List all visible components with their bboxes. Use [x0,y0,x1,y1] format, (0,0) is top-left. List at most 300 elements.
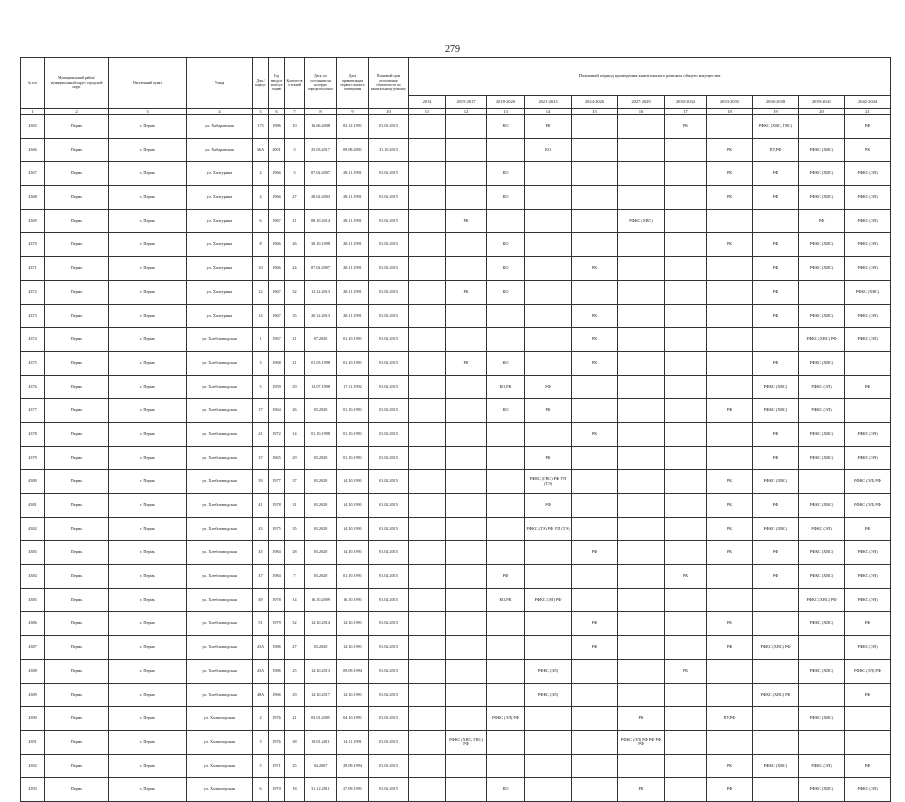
cell-plan-work [753,209,799,233]
cell-date-acceptance: 14.10.1991 [337,612,369,636]
cell-district: Пермь [45,707,109,731]
column-number: 4 [187,109,253,115]
cell-year-built: 1967 [269,328,285,352]
cell-plan-work: РК [525,446,572,470]
cell-date-survey: 16.06.2008 [305,115,337,139]
cell-num: 4385 [21,588,45,612]
cell-plan-work: РФКС (ЭЛ) [845,446,891,470]
cell-plan-work [409,588,446,612]
cell-plan-work [707,209,753,233]
cell-district: Пермь [45,517,109,541]
cell-plan-work: РФ [707,399,753,423]
cell-plan-work [446,754,487,778]
cell-plan-work [707,351,753,375]
cell-plan-work [618,659,665,683]
cell-plan-work: РФКС (ХВС) [753,399,799,423]
cell-plan-work [525,257,572,281]
cell-floors: 5 [285,162,305,186]
cell-plan-work: РФКС (ЭЛ) РФ [845,494,891,518]
cell-house: 12 [253,280,269,304]
cell-date-acceptance: 01.10.1991 [337,351,369,375]
column-number: 7 [285,109,305,115]
table-row [21,162,891,186]
cell-num: 4374 [21,328,45,352]
cell-street: ул. Хабаровская [187,115,253,139]
cell-plan-work [618,115,665,139]
cell-year-built: 1965 [269,446,285,470]
cell-house: 36А [253,138,269,162]
cell-year-built: 1976 [269,730,285,754]
cell-plan-work [707,730,753,754]
header-year: 2033-2035 [707,96,753,109]
cell-plan-work [845,730,891,754]
cell-plan-work [409,351,446,375]
cell-plan-work: РФКС (ТЭ) РФ УП (ТЭ) [525,517,572,541]
cell-plan-work [572,209,618,233]
header-year: 2039-2041 [799,96,845,109]
cell-plan-work [446,422,487,446]
cell-house: 51 [253,612,269,636]
cell-district: Пермь [45,730,109,754]
cell-plan-work [487,209,525,233]
cell-date-obligation: 01.02.2015 [369,565,409,589]
cell-district: Пермь [45,186,109,210]
cell-house: 17 [253,399,269,423]
cell-date-obligation: 01.02.2015 [369,115,409,139]
cell-house: 8 [253,233,269,257]
cell-year-built: 1984 [269,541,285,565]
cell-floors: 32 [285,612,305,636]
cell-plan-work [665,494,707,518]
cell-house: 48А [253,683,269,707]
cell-year-built: 1979 [269,612,285,636]
capital-repair-register-table [20,57,891,802]
header-date-obligation: Плановый срок исполнения обязательств по капитальному ремонту [369,58,409,109]
cell-locality: г. Пермь [109,375,187,399]
column-number: 16 [618,109,665,115]
cell-plan-work [707,588,753,612]
cell-num: 4372 [21,280,45,304]
cell-date-obligation: 01.02.2015 [369,517,409,541]
cell-plan-work [618,470,665,494]
cell-plan-work: РФКС (ХВС) [618,209,665,233]
cell-date-obligation: 01.02.2015 [369,612,409,636]
cell-plan-work [799,470,845,494]
cell-plan-work [665,707,707,731]
cell-district: Пермь [45,470,109,494]
cell-plan-work: РФКС (ГВС) РФ УП (ТЭ) [525,470,572,494]
column-number: 8 [305,109,337,115]
cell-date-survey: 03.2020 [305,636,337,660]
cell-plan-work: РФКС (ХВС) [753,375,799,399]
cell-plan-work [665,422,707,446]
cell-plan-work: РФКС (ЭЛ) [845,257,891,281]
cell-date-survey: 03.2020 [305,399,337,423]
cell-house: 14 [253,304,269,328]
cell-plan-work: РФ [753,541,799,565]
cell-plan-work: РФКС (ХВС) [753,754,799,778]
cell-plan-work [618,351,665,375]
cell-plan-work [572,494,618,518]
cell-plan-work [525,541,572,565]
column-number: 1 [21,109,45,115]
cell-date-obligation: 01.02.2015 [369,422,409,446]
cell-date-obligation: 01.02.2015 [369,304,409,328]
cell-plan-work [446,446,487,470]
cell-num: 4366 [21,138,45,162]
cell-plan-work [525,304,572,328]
cell-floors: 35 [285,517,305,541]
cell-locality: г. Пермь [109,588,187,612]
cell-plan-work: КО [487,233,525,257]
cell-plan-work: РФКС (ХВС) [799,659,845,683]
cell-locality: г. Пермь [109,304,187,328]
cell-plan-work: РФ [753,257,799,281]
cell-num: 4387 [21,636,45,660]
table-row [21,707,891,731]
cell-year-built: 1986 [269,659,285,683]
cell-date-obligation: 01.02.2015 [369,257,409,281]
cell-year-built: 1967 [269,304,285,328]
header-year: 2042-2044 [845,96,891,109]
cell-house: 4 [253,186,269,210]
cell-plan-work: КО [487,115,525,139]
cell-plan-work: РФКС (ЭЛ) [845,636,891,660]
cell-plan-work [707,659,753,683]
cell-plan-work: РФКС (ХВС) [799,778,845,802]
cell-floors: 5 [285,138,305,162]
cell-district: Пермь [45,328,109,352]
cell-plan-work [799,730,845,754]
cell-plan-work: РК [707,494,753,518]
cell-plan-work [618,328,665,352]
cell-plan-work [665,730,707,754]
table-row [21,257,891,281]
cell-year-built: 1964 [269,399,285,423]
cell-date-acceptance: 01.10.1991 [337,328,369,352]
cell-plan-work: РК [707,470,753,494]
cell-plan-work [446,399,487,423]
cell-plan-work [446,186,487,210]
cell-plan-work: РФКС (ХВС) [799,494,845,518]
cell-plan-work [665,636,707,660]
cell-plan-work [572,588,618,612]
cell-street: ул. Хлебозаводская [187,517,253,541]
cell-plan-work: РК [707,612,753,636]
cell-plan-work: РФКС (ЭЛ) [525,683,572,707]
cell-date-acceptance: 17.11.1992 [337,375,369,399]
cell-date-survey: 03.2020 [305,541,337,565]
column-number: 18 [707,109,753,115]
cell-date-survey: 16.10.2009 [305,588,337,612]
cell-plan-work: РК [525,399,572,423]
header-year: 2015-2017 [446,96,487,109]
cell-date-acceptance: 14.10.1991 [337,517,369,541]
cell-year-built: 2001 [269,138,285,162]
header-year: 2018-2020 [487,96,525,109]
cell-plan-work [525,636,572,660]
cell-date-acceptance: 28.11.1991 [337,209,369,233]
page-number: 279 [445,44,460,55]
cell-floors: 29 [285,375,305,399]
cell-date-survey: 28.02.2003 [305,186,337,210]
cell-plan-work: РФКС (ЭЛ) [845,209,891,233]
cell-date-acceptance: 28.11.1991 [337,280,369,304]
cell-district: Пермь [45,754,109,778]
cell-plan-work: РФКС (ЭЛ) [845,778,891,802]
cell-plan-work [618,375,665,399]
cell-plan-work [845,351,891,375]
cell-year-built: 1984 [269,565,285,589]
cell-plan-work [707,375,753,399]
cell-plan-work [487,470,525,494]
cell-district: Пермь [45,588,109,612]
cell-plan-work: РФ [845,612,891,636]
cell-plan-work [618,446,665,470]
cell-house: 41 [253,494,269,518]
cell-floors: 35 [285,304,305,328]
cell-date-obligation: 01.02.2015 [369,470,409,494]
cell-plan-work [572,683,618,707]
cell-plan-work: РФКС (ХВС) [753,517,799,541]
cell-locality: г. Пермь [109,422,187,446]
cell-plan-work: РК [446,280,487,304]
cell-street: ул. Халтурина [187,162,253,186]
cell-plan-work: РФКС (ХВС) [845,280,891,304]
cell-plan-work [487,138,525,162]
cell-plan-work: КО [487,162,525,186]
cell-plan-work [707,422,753,446]
cell-year-built: 1978 [269,588,285,612]
cell-plan-work: РК [707,517,753,541]
table-row [21,186,891,210]
cell-plan-work [409,730,446,754]
cell-plan-work: РФКС (ЭЛ) РФ [845,659,891,683]
cell-plan-work: РФ [753,304,799,328]
cell-district: Пермь [45,612,109,636]
cell-date-obligation: 01.02.2015 [369,351,409,375]
cell-plan-work [665,754,707,778]
cell-date-acceptance: 01.10.1991 [337,446,369,470]
table-row [21,209,891,233]
column-number: 5 [253,109,269,115]
cell-locality: г. Пермь [109,446,187,470]
cell-floors: 31 [285,494,305,518]
cell-plan-work [665,778,707,802]
cell-floors: 38 [285,730,305,754]
cell-plan-work [665,446,707,470]
cell-plan-work [409,541,446,565]
cell-floors: 14 [285,588,305,612]
cell-plan-work: РФ [753,565,799,589]
cell-plan-work [409,375,446,399]
cell-street: ул. Хлебозаводская [187,612,253,636]
cell-house: 3 [253,351,269,375]
cell-plan-work [618,304,665,328]
cell-plan-work: РК [707,233,753,257]
cell-date-obligation: 01.02.2015 [369,446,409,470]
cell-street: ул. Холмогорская [187,778,253,802]
table-row [21,422,891,446]
cell-plan-work [446,494,487,518]
cell-plan-work [665,588,707,612]
cell-street: ул. Халтурина [187,209,253,233]
column-number: 12 [446,109,487,115]
cell-street: ул. Хлебозаводская [187,636,253,660]
header-floors: Количество этажей [285,58,305,109]
cell-street: ул. Халтурина [187,280,253,304]
cell-plan-work [525,233,572,257]
cell-floors: 28 [285,541,305,565]
cell-plan-work: РК [572,422,618,446]
cell-plan-work: КО,РК [487,588,525,612]
cell-plan-work [525,351,572,375]
cell-locality: г. Пермь [109,612,187,636]
cell-num: 4373 [21,304,45,328]
cell-plan-work [753,778,799,802]
header-street: Улица [187,58,253,109]
cell-plan-work [446,612,487,636]
cell-plan-work: РФКС (ЭЛ) [799,517,845,541]
cell-num: 4384 [21,565,45,589]
cell-plan-work: РФКС (ХВС) [799,257,845,281]
cell-plan-work [572,186,618,210]
cell-plan-work: РФКС (ХВС) РК [753,683,799,707]
cell-plan-work [707,565,753,589]
cell-plan-work: РФКС (ХВС) [799,422,845,446]
cell-num: 4393 [21,778,45,802]
cell-locality: г. Пермь [109,494,187,518]
cell-locality: г. Пермь [109,186,187,210]
table-row [21,470,891,494]
cell-plan-work [707,257,753,281]
cell-date-obligation: 01.02.2015 [369,399,409,423]
cell-date-obligation: 01.02.2015 [369,209,409,233]
cell-date-survey: 31.12.2011 [305,778,337,802]
table-row [21,138,891,162]
cell-year-built: 1972 [269,422,285,446]
cell-year-built: 1967 [269,280,285,304]
cell-house: 43А [253,636,269,660]
cell-plan-work: КО [487,257,525,281]
cell-year-built: 1968 [269,351,285,375]
cell-plan-work: РФКС (ХВС) [799,565,845,589]
cell-plan-work: РФ [845,115,891,139]
column-number: 21 [845,109,891,115]
cell-num: 4377 [21,399,45,423]
cell-plan-work [707,683,753,707]
cell-plan-work [753,707,799,731]
cell-date-obligation: 01.02.2015 [369,328,409,352]
column-number: 20 [799,109,845,115]
cell-plan-work: РК [572,351,618,375]
cell-plan-work [446,304,487,328]
table-row [21,351,891,375]
cell-plan-work: КО [487,186,525,210]
cell-date-acceptance: 09.08.2001 [337,138,369,162]
cell-plan-work: ПУ,РФ [753,138,799,162]
cell-plan-work [665,186,707,210]
header-year: 2036-2038 [753,96,799,109]
cell-plan-work [487,754,525,778]
cell-date-obligation: 01.02.2015 [369,494,409,518]
table-row [21,636,891,660]
header-date-survey: Дата, по состоянию на которую определен износ [305,58,337,109]
cell-district: Пермь [45,565,109,589]
cell-district: Пермь [45,446,109,470]
cell-locality: г. Пермь [109,328,187,352]
header-year: 2021-2023 [525,96,572,109]
cell-plan-work [618,280,665,304]
cell-plan-work [572,446,618,470]
header-year-built: Год ввода в эксплуатацию [269,58,285,109]
cell-plan-work: РК [446,351,487,375]
cell-plan-work [753,588,799,612]
cell-date-survey: 08.10.2014 [305,209,337,233]
cell-plan-work: РФ [845,375,891,399]
cell-plan-work [753,612,799,636]
header-year: 2014 [409,96,446,109]
cell-plan-work [665,517,707,541]
cell-floors: 18 [285,778,305,802]
cell-plan-work [618,754,665,778]
cell-plan-work [665,233,707,257]
cell-locality: г. Пермь [109,257,187,281]
cell-plan-work: РФКС (ХВС) [753,470,799,494]
cell-year-built: 1976 [269,707,285,731]
cell-plan-work: РФКС (ЭЛ) [845,541,891,565]
cell-locality: г. Пермь [109,541,187,565]
cell-floors: 26 [285,233,305,257]
cell-plan-work [618,257,665,281]
cell-plan-work: КО,РК [487,375,525,399]
cell-plan-work [665,541,707,565]
cell-plan-work [487,683,525,707]
cell-plan-work: РФКС (ХВС) [799,138,845,162]
cell-district: Пермь [45,138,109,162]
table-row [21,280,891,304]
cell-street: ул. Холмогорская [187,707,253,731]
cell-plan-work [446,328,487,352]
table-row [21,375,891,399]
cell-num: 4376 [21,375,45,399]
cell-plan-work: РФКС (ХВС) РФ [753,636,799,660]
cell-date-acceptance: 01.10.1991 [337,565,369,589]
cell-num: 4379 [21,446,45,470]
cell-house: 45 [253,541,269,565]
cell-locality: г. Пермь [109,730,187,754]
cell-floors: 27 [285,186,305,210]
cell-date-acceptance: 09.09.1994 [337,659,369,683]
column-number: 19 [753,109,799,115]
cell-year-built: 1966 [269,162,285,186]
cell-plan-work [845,707,891,731]
cell-plan-work [665,351,707,375]
cell-locality: г. Пермь [109,209,187,233]
cell-num: 4375 [21,351,45,375]
cell-plan-work [665,162,707,186]
cell-street: ул. Хлебозаводская [187,565,253,589]
cell-year-built: 1959 [269,375,285,399]
cell-plan-work [446,778,487,802]
cell-date-survey: 03.2020 [305,446,337,470]
cell-plan-work [409,399,446,423]
header-plan-period: Плановый период проведения капитального ремонта общего имущества [409,58,891,96]
cell-plan-work [487,304,525,328]
cell-plan-work [665,612,707,636]
cell-plan-work [525,186,572,210]
cell-plan-work: КО [487,399,525,423]
